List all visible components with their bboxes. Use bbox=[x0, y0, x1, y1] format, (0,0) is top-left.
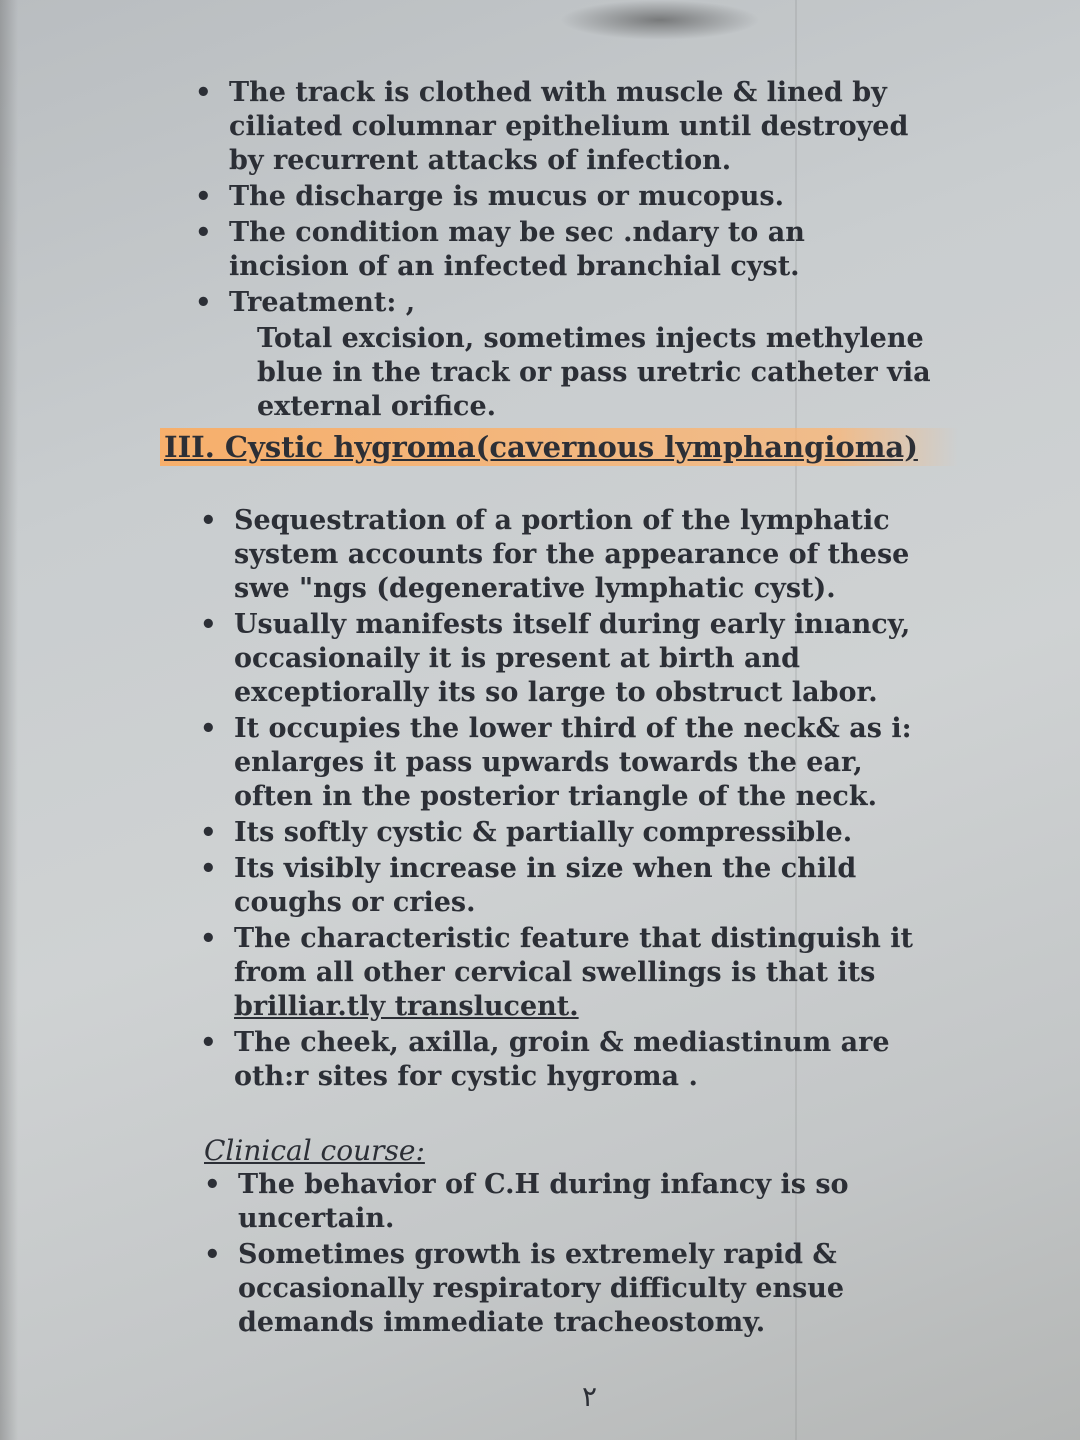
list-item: • The behavior of C.H during infancy is so uncertain. bbox=[204, 1169, 849, 1234]
list-item: • Usually manifests itself during early inıancy, occasionaily it is present at birth and exceptiorally its so large to obstruct labor. bbox=[200, 609, 911, 708]
section-heading: III. Cystic hygroma(cavernous lymphangioma) bbox=[160, 428, 958, 466]
list-item: • It occupies the lower third of the neck& as i: enlarges it pass upwards towards the ear, often in the posterior triangle of the neck. bbox=[200, 713, 912, 812]
bullet-icon: • bbox=[200, 610, 217, 640]
bullet-icon: • bbox=[200, 854, 217, 884]
bullet-icon: • bbox=[195, 288, 212, 318]
bullet-icon: • bbox=[204, 1240, 221, 1270]
list-item: • Sometimes growth is extremely rapid & occasionally respiratory difficulty ensue demands immediate tracheostomy. bbox=[204, 1239, 845, 1338]
bullet-icon: • bbox=[195, 182, 212, 212]
bullet-icon: • bbox=[200, 818, 217, 848]
page-number: ٢ bbox=[582, 1380, 598, 1413]
bullet-icon: • bbox=[195, 218, 212, 248]
list-item: • Treatment: , bbox=[195, 287, 416, 318]
bullet-icon: • bbox=[200, 1028, 217, 1058]
list-item: • The condition may be sec .ndary to an incision of an infected branchial cyst. bbox=[195, 217, 805, 282]
list-item: • Its visibly increase in size when the child coughs or cries. bbox=[200, 853, 857, 918]
clinical-course-title: Clinical course: bbox=[204, 1134, 425, 1167]
list-item: • Sequestration of a portion of the lymphatic system accounts for the appearance of these swe "ngs (degenerative lymphatic cyst). bbox=[200, 505, 910, 604]
bullet-icon: • bbox=[200, 714, 217, 744]
top-bullet-list bbox=[195, 76, 915, 322]
bullet-icon: • bbox=[204, 1170, 221, 1200]
list-item: • The characteristic feature that distinguish it from all other cervical swellings is that its brilliar.tly translucent. bbox=[200, 923, 914, 1022]
clinical-bullet-list bbox=[204, 1168, 924, 1342]
treatment-text: Total excision, sometimes injects methylene blue in the track or pass uretric catheter via external orifice. bbox=[257, 323, 931, 422]
bullet-icon: • bbox=[200, 924, 217, 954]
list-item: • Its softly cystic & partially compressible. bbox=[200, 817, 853, 848]
translucent-emphasis: brilliar.tly translucent. bbox=[234, 991, 579, 1022]
bullet-icon: • bbox=[200, 506, 217, 536]
main-bullet-list bbox=[200, 504, 940, 1096]
bullet-icon: • bbox=[195, 78, 212, 108]
list-item: • The track is clothed with muscle & lined by ciliated columnar epithelium until destroyed by recurrent attacks of infection. bbox=[195, 77, 909, 176]
list-item: • The discharge is mucus or mucopus. bbox=[195, 181, 785, 212]
list-item: • The cheek, axilla, groin & mediastinum are oth:r sites for cystic hygroma . bbox=[200, 1027, 890, 1092]
